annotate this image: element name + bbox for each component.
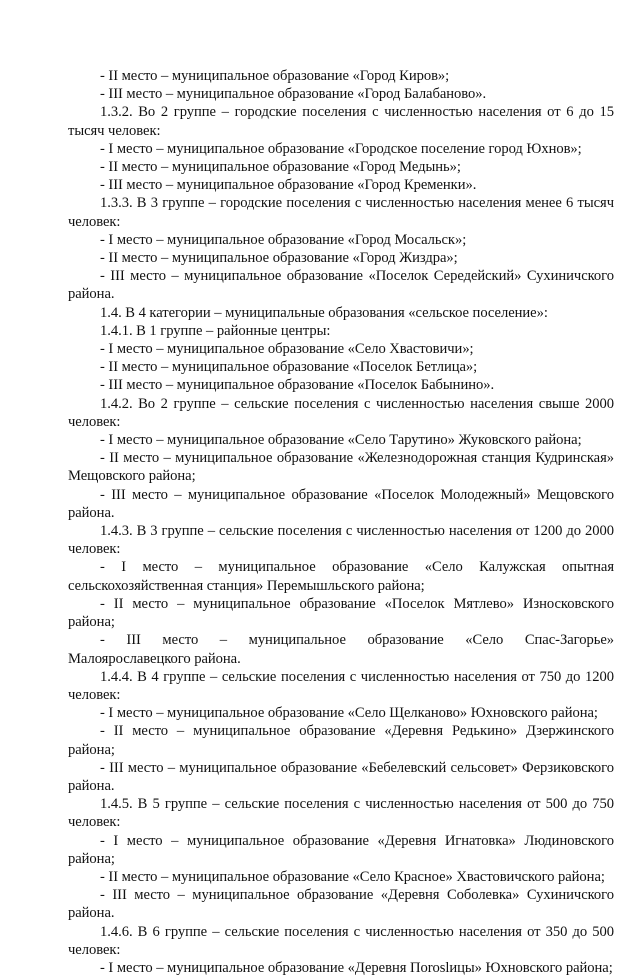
list-item: - I место – муниципальное образование «Село Тарутино» Жуковского района; (100, 432, 582, 449)
list-item: - I место – муниципальное образование «Деревня Поroslицы» Юхновского района; (100, 959, 613, 976)
list-item: - III место – муниципальное образование «Поселок Молодежный» Мещовского района. (68, 486, 614, 521)
section-heading: 1.4. В 4 категории – муниципальные образования «сельское поселение»: (100, 304, 548, 321)
list-item: - II место – муниципальное образование «Город Медынь»; (100, 159, 461, 176)
list-item: - II место – муниципальное образование «Поселок Мятлево» Износковского района; (68, 595, 614, 631)
section-heading: 1.4.5. В 5 группе – сельские поселения с численностью населения от 500 до 750 человек: (68, 796, 614, 831)
list-item: - I место – муниципальное образование «Город Мосальск»; (100, 231, 467, 248)
list-item: - III место – муниципальное образование «Город Балабаново». (100, 86, 487, 103)
list-item: - II место – муниципальное образование «Поселок Бетлица»; (100, 359, 478, 376)
section-heading: 1.3.2. Во 2 группе – городские поселения с численностью населения от 6 до 15 тысяч человек: (68, 104, 614, 139)
document-body (68, 67, 614, 977)
section-heading: 1.4.3. В 3 группе – сельские поселения с численностью населения от 1200 до 2000 человек: (68, 523, 614, 558)
list-item: - II место – муниципальное образование «Город Жиздра»; (100, 250, 458, 267)
list-item: - I место – муниципальное образование «Село Калужская опытная сельскохозяйственная станция» Перемышльского района; (68, 559, 614, 594)
list-item: - I место – муниципальное образование «Село Щелканово» Юхновского района; (100, 705, 598, 722)
section-heading: 1.4.1. В 1 группе – районные центры: (100, 322, 331, 339)
list-item: - I место – муниципальное образование «Городское поселение город Юхнов»; (100, 140, 582, 157)
list-item: - III место – муниципальное образование «Поселок Середейский» Сухиничского района. (68, 268, 614, 303)
list-item: - I место – муниципальное образование «Деревня Игнатовка» Людиновского района; (68, 832, 614, 867)
list-item: - II место – муниципальное образование «Село Красное» Хвастовичского района; (100, 868, 605, 885)
list-item: - III место – муниципальное образование «Город Кременки». (100, 177, 477, 194)
list-item: - II место – муниципальное образование «Железнодорожная станция Кудринская» Мещовского района; (68, 450, 614, 485)
section-heading: 1.3.3. В 3 группе – городские поселения с численностью населения менее 6 тысяч человек: (68, 195, 614, 230)
list-item: - I место – муниципальное образование «Село Хвастовичи»; (100, 341, 474, 358)
list-item: - III место – муниципальное образование «Деревня Соболевка» Сухиничского района. (68, 887, 614, 922)
list-item: - III место – муниципальное образование «Село Спас-Загорье» Малоярославецкого района. (68, 632, 614, 667)
list-item: - II место – муниципальное образование «Деревня Редькино» Дзержинского района; (68, 723, 614, 758)
section-heading: 1.4.6. В 6 группе – сельские поселения с численностью населения от 350 до 500 человек: (68, 923, 614, 958)
section-heading: 1.4.4. В 4 группе – сельские поселения с численностью населения от 750 до 1200 человек: (68, 668, 614, 703)
section-heading: 1.4.2. Во 2 группе – сельские поселения с численностью населения свыше 2000 человек: (68, 395, 614, 430)
list-item: - III место – муниципальное образование «Поселок Бабынино». (100, 377, 495, 394)
list-item: - III место – муниципальное образование «Бебелевский сельсовет» Ферзиковского района. (68, 759, 614, 794)
list-item: - II место – муниципальное образование «Город Киров»; (100, 68, 450, 84)
